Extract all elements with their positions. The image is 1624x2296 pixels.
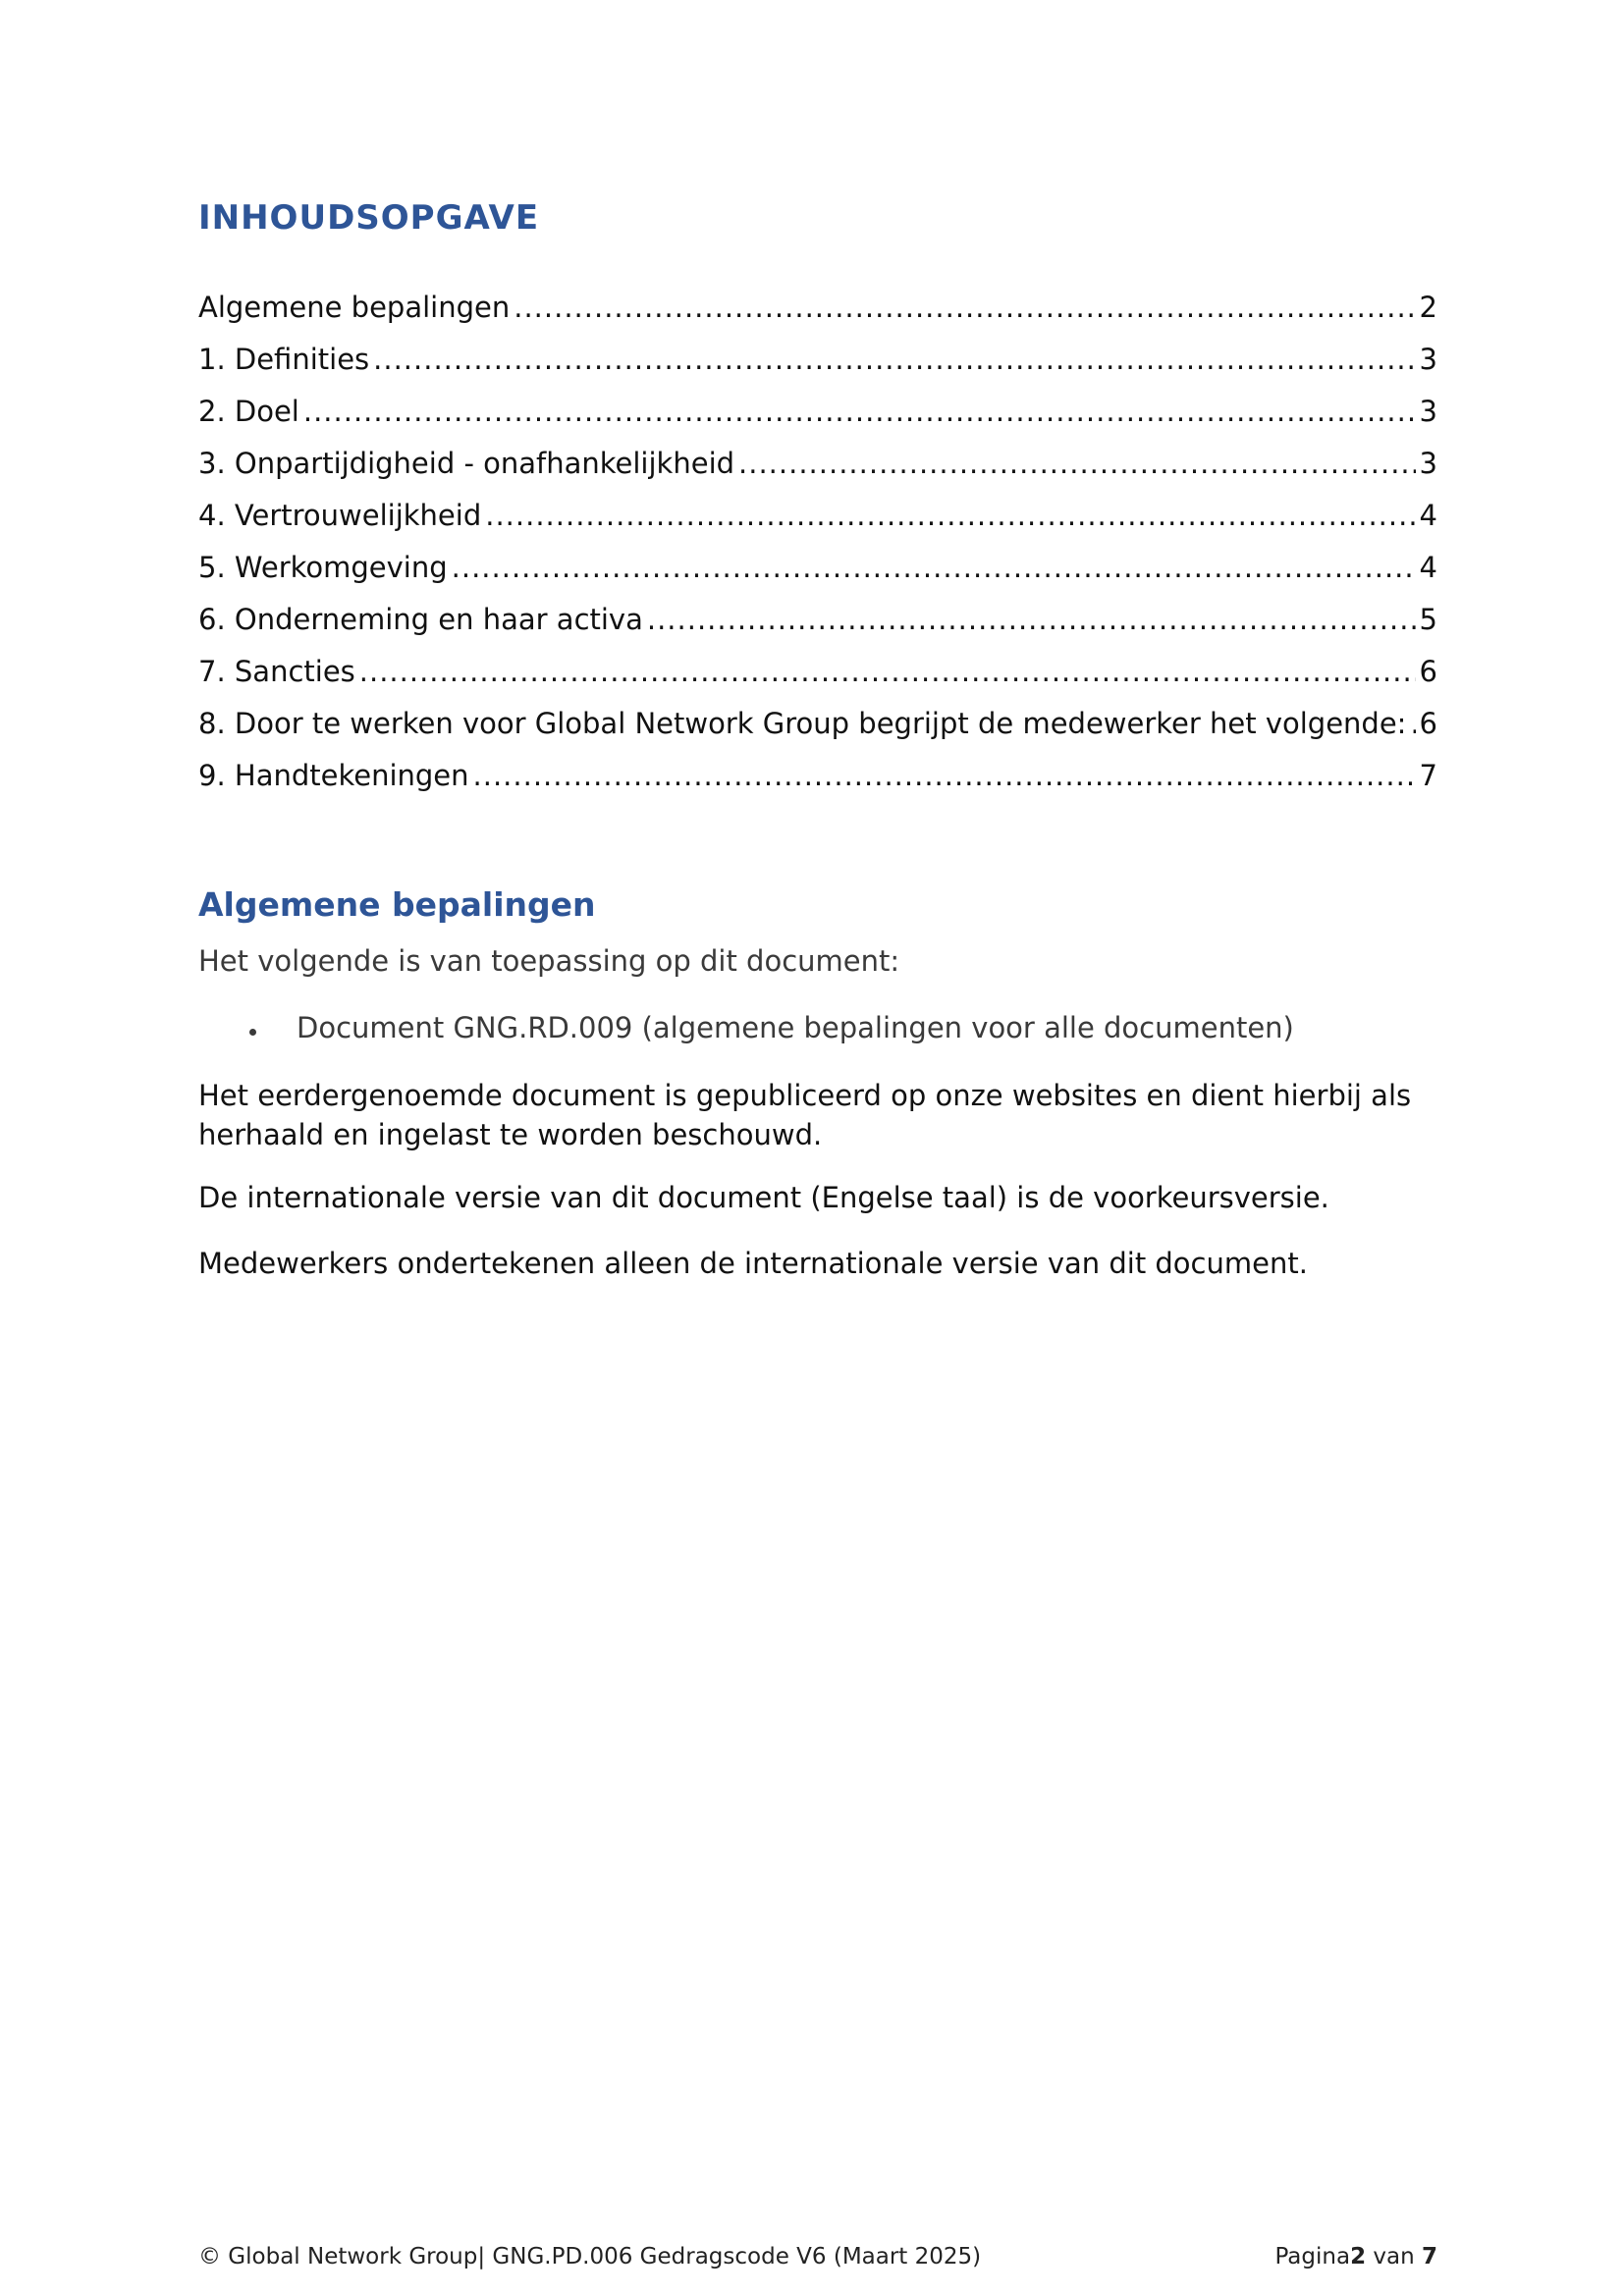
- toc-entry[interactable]: [198, 395, 1437, 447]
- paragraph: Medewerkers ondertekenen alleen de internationale versie van dit document.: [198, 1247, 1308, 1280]
- toc-entry-label: 6. Onderneming en haar activa: [198, 603, 643, 636]
- toc-entry-label: 4. Vertrouwelijkheid: [198, 499, 482, 532]
- toc-entry-page: 3: [1419, 447, 1437, 480]
- toc-entry-page: 4: [1419, 551, 1437, 584]
- toc-entry-page: 6: [1419, 655, 1437, 688]
- toc-leader-dots: [452, 551, 1416, 584]
- toc-entry[interactable]: [198, 655, 1437, 707]
- toc-leader-dots: [473, 759, 1416, 792]
- bullet-icon: [249, 1029, 256, 1036]
- toc-entry[interactable]: [198, 603, 1437, 655]
- paragraph: Het eerdergenoemde document is gepubliceerd op onze websites en dient hierbij als herhaald en ingelast te worden beschouwd.: [198, 1079, 1412, 1151]
- page-number-prefix: Pagina: [1274, 2244, 1351, 2269]
- toc-entry-page: 5: [1419, 603, 1437, 636]
- toc-entry-label: 1. Definities: [198, 343, 370, 376]
- document-page: [198, 0, 1437, 2296]
- toc-title: INHOUDSOPGAVE: [198, 198, 540, 238]
- toc-entry[interactable]: [198, 447, 1437, 499]
- toc-entry-label: Algemene bepalingen: [198, 291, 511, 324]
- toc-leader-dots: [738, 447, 1416, 480]
- paragraph: De internationale versie van dit document (Engelse taal) is de voorkeursversie.: [198, 1181, 1329, 1214]
- toc-entry-label: 5. Werkomgeving: [198, 551, 448, 584]
- toc-leader-dots: [1410, 707, 1415, 740]
- toc-entry-page: 6: [1419, 707, 1437, 740]
- page-number: [1274, 2244, 1437, 2269]
- toc-entry[interactable]: [198, 551, 1437, 603]
- toc-leader-dots: [514, 291, 1415, 324]
- section-intro: Het volgende is van toepassing op dit document:: [198, 944, 900, 978]
- toc-leader-dots: [647, 603, 1416, 636]
- toc-entry[interactable]: [198, 499, 1437, 551]
- toc-leader-dots: [373, 343, 1415, 376]
- section-heading: Algemene bepalingen: [198, 885, 596, 924]
- page-number-current: 2: [1350, 2244, 1367, 2269]
- footer-copyright: © Global Network Group| GNG.PD.006 Gedragscode V6 (Maart 2025): [198, 2244, 982, 2269]
- toc-leader-dots: [359, 655, 1416, 688]
- toc-entry-label: 2. Doel: [198, 395, 299, 428]
- list-item-text: Document GNG.RD.009 (algemene bepalingen voor alle documenten): [297, 1011, 1294, 1044]
- page-number-total: 7: [1421, 2244, 1437, 2269]
- toc-entry-page: 7: [1419, 759, 1437, 792]
- page-number-separator: van: [1366, 2244, 1422, 2269]
- toc-leader-dots: [303, 395, 1416, 428]
- toc-entry-page: 4: [1419, 499, 1437, 532]
- toc-entry[interactable]: [198, 759, 1437, 811]
- toc-entry-page: 2: [1419, 291, 1437, 324]
- toc-entry[interactable]: [198, 343, 1437, 395]
- toc-entry-page: 3: [1419, 343, 1437, 376]
- table-of-contents: [198, 291, 1437, 811]
- toc-entry-label: 9. Handtekeningen: [198, 759, 469, 792]
- toc-entry[interactable]: [198, 291, 1437, 343]
- toc-entry-label: 3. Onpartijdigheid - onafhankelijkheid: [198, 447, 735, 480]
- bullet-list: [198, 1011, 1294, 1044]
- toc-entry-page: 3: [1419, 395, 1437, 428]
- list-item: [198, 1011, 1294, 1044]
- toc-entry-label: 8. Door te werken voor Global Network Group begrijpt de medewerker het volgende:: [198, 707, 1407, 740]
- page-footer: [198, 2244, 1437, 2269]
- toc-entry-label: 7. Sancties: [198, 655, 355, 688]
- toc-entry[interactable]: [198, 707, 1437, 759]
- toc-leader-dots: [485, 499, 1415, 532]
